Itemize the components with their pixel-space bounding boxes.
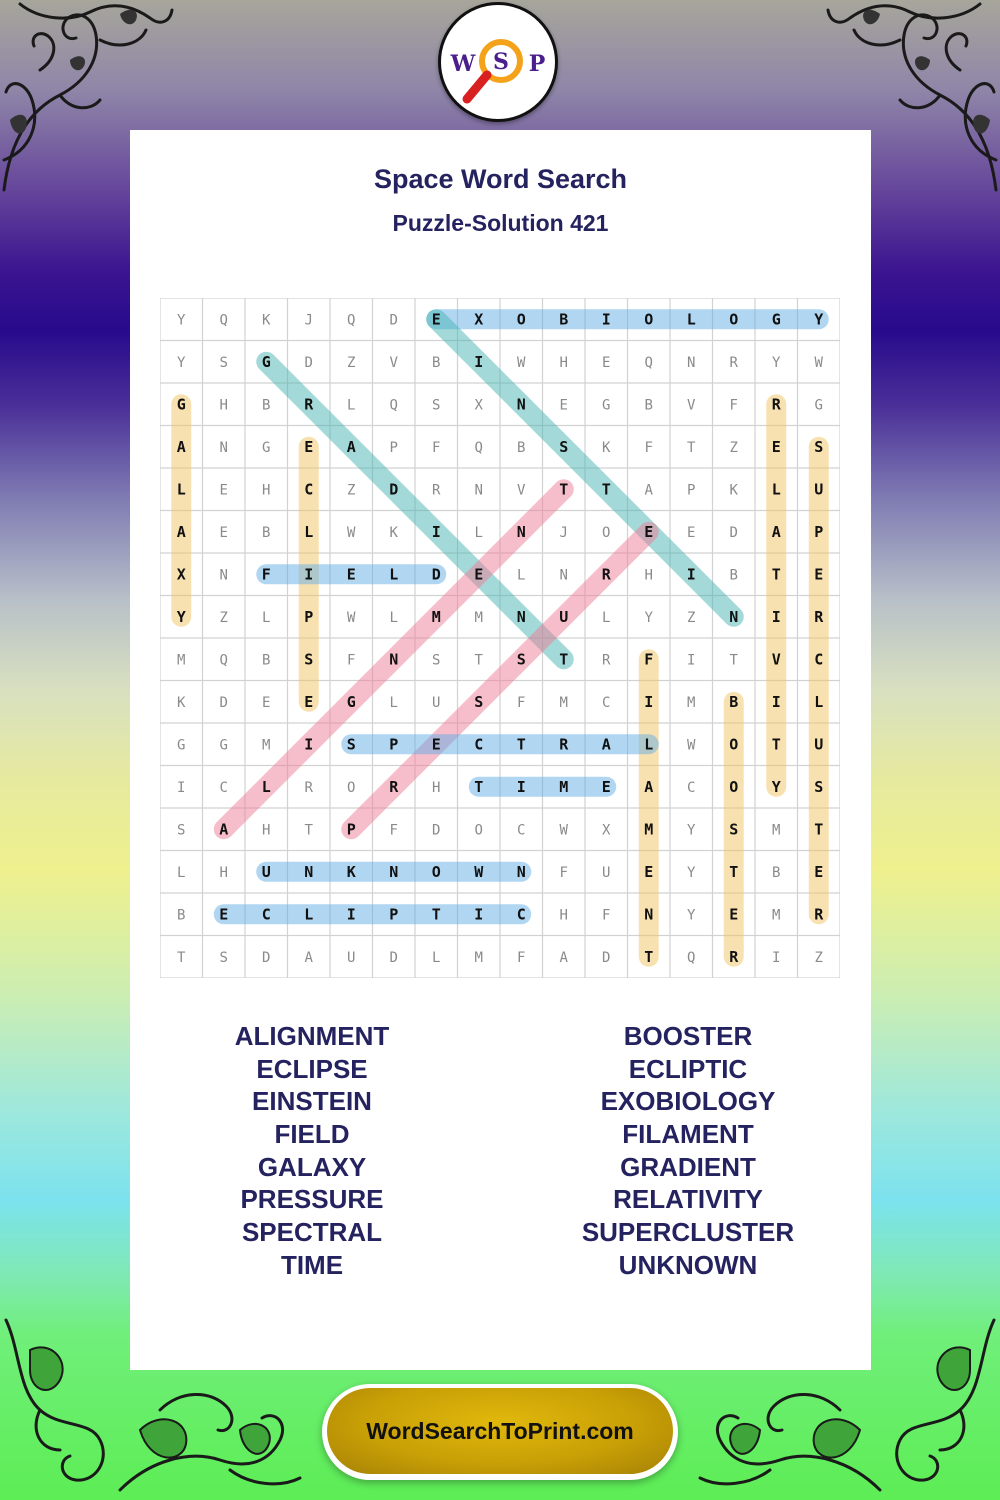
grid-cell[interactable]: L <box>432 949 441 966</box>
grid-cell[interactable]: S <box>177 822 186 839</box>
grid-cell[interactable]: M <box>431 607 441 626</box>
logo-letter-w: W <box>450 51 476 77</box>
grid-cell[interactable]: T <box>516 735 526 754</box>
grid-cell[interactable]: C <box>517 822 526 839</box>
grid-cell[interactable]: L <box>644 735 654 754</box>
grid-cell[interactable]: S <box>814 777 824 796</box>
word-list-item: ECLIPTIC <box>628 1053 748 1084</box>
grid-cell[interactable]: F <box>517 694 526 711</box>
grid-cell[interactable]: S <box>219 354 228 371</box>
grid-cell[interactable]: H <box>219 397 228 414</box>
grid-cell[interactable]: L <box>517 567 526 584</box>
grid-cell[interactable]: I <box>431 522 441 541</box>
grid-cell[interactable]: C <box>261 905 271 924</box>
grid-cell[interactable]: L <box>177 864 186 881</box>
grid-cell[interactable]: N <box>559 567 568 584</box>
grid-cell[interactable]: W <box>559 822 568 839</box>
grid-cell[interactable]: Y <box>687 907 696 924</box>
grid-cell[interactable]: T <box>559 650 569 669</box>
grid-cell[interactable]: S <box>346 735 356 754</box>
grid-cell[interactable]: I <box>177 779 186 796</box>
grid-cell[interactable]: Z <box>219 609 228 626</box>
page-subtitle: Puzzle-Solution 421 <box>392 210 609 236</box>
grid-cell[interactable]: T <box>304 822 313 839</box>
grid-cell[interactable]: A <box>644 482 653 499</box>
grid-cell[interactable]: Y <box>176 607 186 626</box>
grid-cell[interactable]: A <box>559 949 568 966</box>
grid-cell[interactable]: S <box>729 820 739 839</box>
grid-cell[interactable]: B <box>517 439 526 456</box>
grid-cell[interactable]: G <box>262 439 271 456</box>
grid-cell[interactable]: O <box>729 310 739 329</box>
grid-cell[interactable]: C <box>602 694 611 711</box>
grid-cell[interactable]: I <box>346 905 356 924</box>
grid-cell[interactable]: U <box>432 694 441 711</box>
grid-cell[interactable]: N <box>729 607 739 626</box>
grid-cell[interactable]: D <box>304 354 313 371</box>
grid-cell[interactable]: R <box>304 395 314 414</box>
grid-cell[interactable]: E <box>559 397 568 414</box>
grid-cell[interactable]: A <box>644 777 654 796</box>
grid-cell[interactable]: I <box>474 352 484 371</box>
grid-cell[interactable]: N <box>474 482 483 499</box>
grid-cell[interactable]: O <box>644 310 654 329</box>
grid-cell[interactable]: I <box>687 652 696 669</box>
grid-cell[interactable]: T <box>814 820 824 839</box>
grid-cell[interactable]: P <box>346 820 356 839</box>
grid-cell[interactable]: D <box>602 949 611 966</box>
word-list-right <box>508 1020 868 1282</box>
grid-cell[interactable]: G <box>814 397 823 414</box>
grid-cell[interactable]: O <box>729 777 739 796</box>
word-list-item: RELATIVITY <box>613 1184 763 1215</box>
grid-cell[interactable]: C <box>474 735 484 754</box>
grid-cell[interactable]: N <box>687 354 696 371</box>
grid-cell[interactable]: V <box>771 650 781 669</box>
grid-cell[interactable]: R <box>432 482 441 499</box>
word-search-grid <box>160 298 840 978</box>
grid-cell[interactable]: A <box>771 522 781 541</box>
grid-cell[interactable]: H <box>559 354 568 371</box>
grid-cell[interactable]: J <box>559 524 568 541</box>
grid-cell[interactable]: N <box>389 650 399 669</box>
grid-cell[interactable]: W <box>517 354 526 371</box>
word-list-item: EXOBIOLOGY <box>600 1086 776 1117</box>
grid-cell[interactable]: T <box>559 480 569 499</box>
grid-cell[interactable]: L <box>814 692 824 711</box>
grid-cell[interactable]: B <box>262 652 271 669</box>
grid-cell[interactable]: M <box>687 694 696 711</box>
grid-cell[interactable]: E <box>729 905 739 924</box>
grid-cell[interactable]: S <box>432 652 441 669</box>
grid-cell[interactable]: L <box>474 524 483 541</box>
grid-cell[interactable]: K <box>602 439 611 456</box>
grid-cell[interactable]: F <box>517 949 526 966</box>
grid-cell[interactable]: N <box>516 607 526 626</box>
grid-cell[interactable]: Z <box>347 354 356 371</box>
grid-cell[interactable]: B <box>559 310 569 329</box>
word-list-item: FILAMENT <box>622 1119 754 1150</box>
grid-cell[interactable]: E <box>219 482 228 499</box>
logo-letter-p: P <box>528 51 546 77</box>
grid-cell[interactable]: L <box>686 310 696 329</box>
grid-cell[interactable]: H <box>644 567 653 584</box>
grid-cell[interactable]: F <box>644 439 653 456</box>
word-list-item: EINSTEIN <box>252 1086 372 1117</box>
grid-cell[interactable]: I <box>771 607 781 626</box>
grid-cell[interactable]: I <box>644 692 654 711</box>
grid-cell[interactable]: L <box>261 777 271 796</box>
grid-cell[interactable]: Z <box>729 439 738 456</box>
grid-cell[interactable]: R <box>559 735 569 754</box>
grid-cell[interactable]: P <box>389 439 398 456</box>
grid-cell[interactable]: F <box>347 652 356 669</box>
grid-cell[interactable]: C <box>516 905 526 924</box>
grid-cell[interactable]: Q <box>644 354 653 371</box>
grid-cell[interactable]: T <box>687 439 696 456</box>
grid-cell[interactable]: F <box>261 565 271 584</box>
grid-cell[interactable]: H <box>219 864 228 881</box>
grid-cell[interactable]: O <box>474 822 483 839</box>
grid-cell[interactable]: E <box>304 437 314 456</box>
grid-cell[interactable]: T <box>729 652 738 669</box>
grid-cell[interactable]: Z <box>687 609 696 626</box>
grid-cell[interactable]: E <box>602 354 611 371</box>
grid-cell[interactable]: Y <box>177 312 186 329</box>
grid-cell[interactable]: K <box>389 524 398 541</box>
grid-cell[interactable]: E <box>304 692 314 711</box>
grid-cell[interactable]: B <box>729 692 739 711</box>
grid-cell[interactable]: Y <box>177 354 186 371</box>
grid-cell[interactable]: B <box>772 864 781 881</box>
grid-cell[interactable]: R <box>729 947 739 966</box>
grid-cell[interactable]: K <box>177 694 186 711</box>
grid-cell[interactable]: Q <box>389 397 398 414</box>
grid-cell[interactable]: H <box>559 907 568 924</box>
grid-cell[interactable]: A <box>176 522 186 541</box>
grid-cell[interactable]: N <box>304 862 314 881</box>
grid-cell[interactable]: B <box>432 354 441 371</box>
grid-cell[interactable]: M <box>177 652 186 669</box>
grid-cell[interactable]: M <box>559 777 569 796</box>
word-list-item: ECLIPSE <box>256 1053 368 1084</box>
grid-cell[interactable]: Y <box>687 822 696 839</box>
grid-cell[interactable]: R <box>601 565 611 584</box>
grid-cell[interactable]: L <box>389 565 399 584</box>
grid-cell[interactable]: I <box>516 777 526 796</box>
grid-cell[interactable]: F <box>389 822 398 839</box>
grid-cell[interactable]: E <box>687 524 696 541</box>
grid-cell[interactable]: S <box>814 437 824 456</box>
grid-cell[interactable]: X <box>474 310 484 329</box>
grid-cell[interactable]: Q <box>474 439 483 456</box>
grid-cell[interactable]: A <box>176 437 186 456</box>
grid-cell[interactable]: Y <box>771 777 781 796</box>
grid-cell[interactable]: L <box>602 609 611 626</box>
grid-cell[interactable]: K <box>346 862 356 881</box>
grid-cell[interactable]: E <box>644 522 654 541</box>
grid-cell[interactable]: T <box>771 735 781 754</box>
grid-cell[interactable]: E <box>346 565 356 584</box>
grid-cell[interactable]: G <box>177 737 186 754</box>
grid-cell[interactable]: M <box>772 822 781 839</box>
grid-cell[interactable]: E <box>644 862 654 881</box>
grid-cell[interactable]: D <box>219 694 228 711</box>
grid-cell[interactable]: B <box>644 397 653 414</box>
grid-cell[interactable]: U <box>347 949 356 966</box>
grid-cell[interactable]: R <box>304 779 313 796</box>
grid-cell[interactable]: S <box>219 949 228 966</box>
grid-cell[interactable]: D <box>432 822 441 839</box>
grid-cell[interactable]: T <box>474 777 484 796</box>
grid-cell[interactable]: Q <box>219 312 228 329</box>
grid-cell[interactable]: I <box>304 565 314 584</box>
grid-cell[interactable]: I <box>304 735 314 754</box>
grid-cell[interactable]: D <box>389 480 399 499</box>
grid-cell[interactable]: K <box>729 482 738 499</box>
grid-cell[interactable]: R <box>729 354 738 371</box>
grid-cell[interactable]: L <box>304 522 314 541</box>
grid-cell[interactable]: N <box>516 862 526 881</box>
grid-cell[interactable]: E <box>262 694 271 711</box>
site-link-button[interactable] <box>322 1384 678 1480</box>
site-link-label: WordSearchToPrint.com <box>366 1417 634 1444</box>
grid-cell[interactable]: B <box>177 907 186 924</box>
grid-cell[interactable]: I <box>772 949 781 966</box>
grid-cell[interactable]: X <box>176 565 186 584</box>
word-list-item: FIELD <box>274 1119 350 1150</box>
grid-cell[interactable]: H <box>432 779 441 796</box>
grid-cell[interactable]: G <box>219 737 228 754</box>
grid-cell[interactable]: E <box>474 565 484 584</box>
grid-cell[interactable]: Z <box>347 482 356 499</box>
grid-cell[interactable]: X <box>602 822 611 839</box>
grid-cell[interactable]: U <box>559 607 569 626</box>
grid-cell[interactable]: M <box>559 694 568 711</box>
grid-cell[interactable]: E <box>431 310 441 329</box>
grid-cell[interactable]: W <box>347 609 356 626</box>
grid-cell[interactable]: M <box>474 949 483 966</box>
grid-cell[interactable]: F <box>602 907 611 924</box>
grid-cell[interactable]: N <box>644 905 654 924</box>
grid-cell[interactable]: L <box>389 609 398 626</box>
grid-cell[interactable]: G <box>771 310 781 329</box>
grid-cell[interactable]: Y <box>687 864 696 881</box>
grid-cell[interactable]: G <box>261 352 271 371</box>
grid-cell[interactable]: S <box>474 692 484 711</box>
grid-cell[interactable]: D <box>262 949 271 966</box>
grid-cell[interactable]: L <box>389 694 398 711</box>
word-list-item: SUPERCLUSTER <box>581 1217 795 1248</box>
grid-cell[interactable]: P <box>687 482 696 499</box>
grid-cell[interactable]: B <box>262 397 271 414</box>
grid-cell[interactable]: H <box>262 822 271 839</box>
grid-cell[interactable]: F <box>729 397 738 414</box>
grid-cell[interactable]: B <box>262 524 271 541</box>
grid-cell[interactable]: C <box>304 480 314 499</box>
grid-cell[interactable]: L <box>347 397 356 414</box>
grid-cell[interactable]: P <box>389 735 399 754</box>
grid-cell[interactable]: W <box>687 737 696 754</box>
grid-cell[interactable]: W <box>814 354 823 371</box>
grid-cell[interactable]: F <box>644 650 654 669</box>
grid-cell[interactable]: A <box>601 735 611 754</box>
grid-cell[interactable]: Y <box>814 310 824 329</box>
grid-cell[interactable]: X <box>474 397 483 414</box>
logo-letter-s: S <box>493 49 509 75</box>
grid-cell[interactable]: W <box>347 524 356 541</box>
grid-cell[interactable]: V <box>687 397 696 414</box>
grid-cell[interactable]: R <box>602 652 611 669</box>
grid-cell[interactable]: T <box>177 949 186 966</box>
grid-cell[interactable]: P <box>304 607 314 626</box>
grid-cell[interactable]: R <box>814 905 824 924</box>
grid-cell[interactable]: Y <box>772 354 781 371</box>
grid-cell[interactable]: F <box>559 864 568 881</box>
grid-cell[interactable]: N <box>389 862 399 881</box>
grid-cell[interactable]: I <box>686 565 696 584</box>
grid-cell[interactable]: E <box>771 437 781 456</box>
grid-cell[interactable]: E <box>219 905 229 924</box>
grid-cell[interactable]: K <box>262 312 271 329</box>
grid-cell[interactable]: P <box>389 905 399 924</box>
grid-cell[interactable]: G <box>602 397 611 414</box>
grid-cell[interactable]: T <box>644 947 654 966</box>
site-logo[interactable] <box>438 2 558 122</box>
grid-cell[interactable]: D <box>729 524 738 541</box>
grid-cell[interactable]: I <box>771 692 781 711</box>
grid-cell[interactable]: U <box>814 480 824 499</box>
grid-cell[interactable]: A <box>219 820 229 839</box>
grid-cell[interactable]: E <box>814 565 824 584</box>
grid-cell[interactable]: L <box>771 480 781 499</box>
grid-cell[interactable]: T <box>474 652 483 669</box>
grid-cell[interactable]: L <box>176 480 186 499</box>
grid-cell[interactable]: R <box>814 607 824 626</box>
word-list-left <box>132 1020 492 1282</box>
grid-cell[interactable]: N <box>516 522 526 541</box>
grid-cell[interactable]: O <box>602 524 611 541</box>
grid-cell[interactable]: O <box>729 735 739 754</box>
grid-cell[interactable]: S <box>304 650 314 669</box>
grid-cell[interactable]: E <box>219 524 228 541</box>
grid-cell[interactable]: I <box>474 905 484 924</box>
magnifier-icon <box>441 5 555 119</box>
grid-cell[interactable]: N <box>516 395 526 414</box>
grid-cell[interactable]: S <box>516 650 526 669</box>
word-list-item: PRESSURE <box>240 1184 384 1215</box>
grid-cell[interactable]: G <box>176 395 186 414</box>
grid-cell[interactable]: T <box>431 905 441 924</box>
grid-cell[interactable]: S <box>559 437 569 456</box>
grid-cell[interactable]: C <box>687 779 696 796</box>
grid-cell[interactable]: N <box>219 439 228 456</box>
grid-cell[interactable]: U <box>814 735 824 754</box>
grid-cell[interactable]: M <box>474 609 483 626</box>
grid-cell[interactable]: C <box>219 779 228 796</box>
grid-cell[interactable]: S <box>432 397 441 414</box>
grid-cell[interactable]: D <box>389 312 398 329</box>
grid-cell[interactable]: H <box>262 482 271 499</box>
grid-cell[interactable]: Q <box>347 312 356 329</box>
grid-cell[interactable]: C <box>814 650 824 669</box>
word-list-item: ALIGNMENT <box>234 1021 390 1051</box>
word-list-item: UNKNOWN <box>618 1249 758 1280</box>
grid-cell[interactable]: T <box>771 565 781 584</box>
grid-cell[interactable]: P <box>814 522 824 541</box>
grid-cell[interactable]: N <box>219 567 228 584</box>
word-list-item: GALAXY <box>257 1151 367 1182</box>
grid-cell[interactable]: U <box>602 864 611 881</box>
word-list-item: BOOSTER <box>623 1021 753 1051</box>
grid-cell[interactable]: V <box>389 354 398 371</box>
grid-cell[interactable]: E <box>431 735 441 754</box>
grid-cell[interactable]: E <box>601 777 611 796</box>
grid-cell[interactable]: L <box>304 905 314 924</box>
grid-cell[interactable]: O <box>347 779 356 796</box>
grid-cell[interactable]: G <box>346 692 356 711</box>
grid-cell[interactable]: R <box>389 777 399 796</box>
word-list-item: TIME <box>280 1249 344 1280</box>
grid-cell[interactable]: I <box>601 310 611 329</box>
grid-cell[interactable]: A <box>346 437 356 456</box>
grid-cell[interactable]: M <box>262 737 271 754</box>
grid-cell[interactable]: F <box>432 439 441 456</box>
grid-cell[interactable]: L <box>262 609 271 626</box>
grid-cell[interactable]: Z <box>814 949 823 966</box>
grid-cell[interactable]: J <box>304 312 313 329</box>
grid-cell[interactable]: A <box>304 949 313 966</box>
grid-cell[interactable]: M <box>644 820 654 839</box>
grid-cell[interactable]: V <box>517 482 526 499</box>
page-title: Space Word Search <box>373 164 628 194</box>
word-list-item: GRADIENT <box>620 1151 756 1182</box>
grid-cell[interactable]: U <box>261 862 271 881</box>
grid-cell[interactable]: T <box>601 480 611 499</box>
grid-cell[interactable]: D <box>389 949 398 966</box>
grid-cell[interactable]: M <box>772 907 781 924</box>
grid-cell[interactable]: O <box>431 862 441 881</box>
grid-cell[interactable]: B <box>729 567 738 584</box>
grid-cell[interactable]: T <box>729 862 739 881</box>
grid-cell[interactable]: W <box>474 862 484 881</box>
grid-cell[interactable]: Y <box>644 609 653 626</box>
grid-cell[interactable]: O <box>516 310 526 329</box>
grid-cell[interactable]: R <box>771 395 781 414</box>
grid-cell[interactable]: Q <box>219 652 228 669</box>
word-list-item: SPECTRAL <box>241 1217 383 1248</box>
grid-cell[interactable]: E <box>814 862 824 881</box>
grid-cell[interactable]: Q <box>687 949 696 966</box>
grid-cell[interactable]: D <box>431 565 441 584</box>
